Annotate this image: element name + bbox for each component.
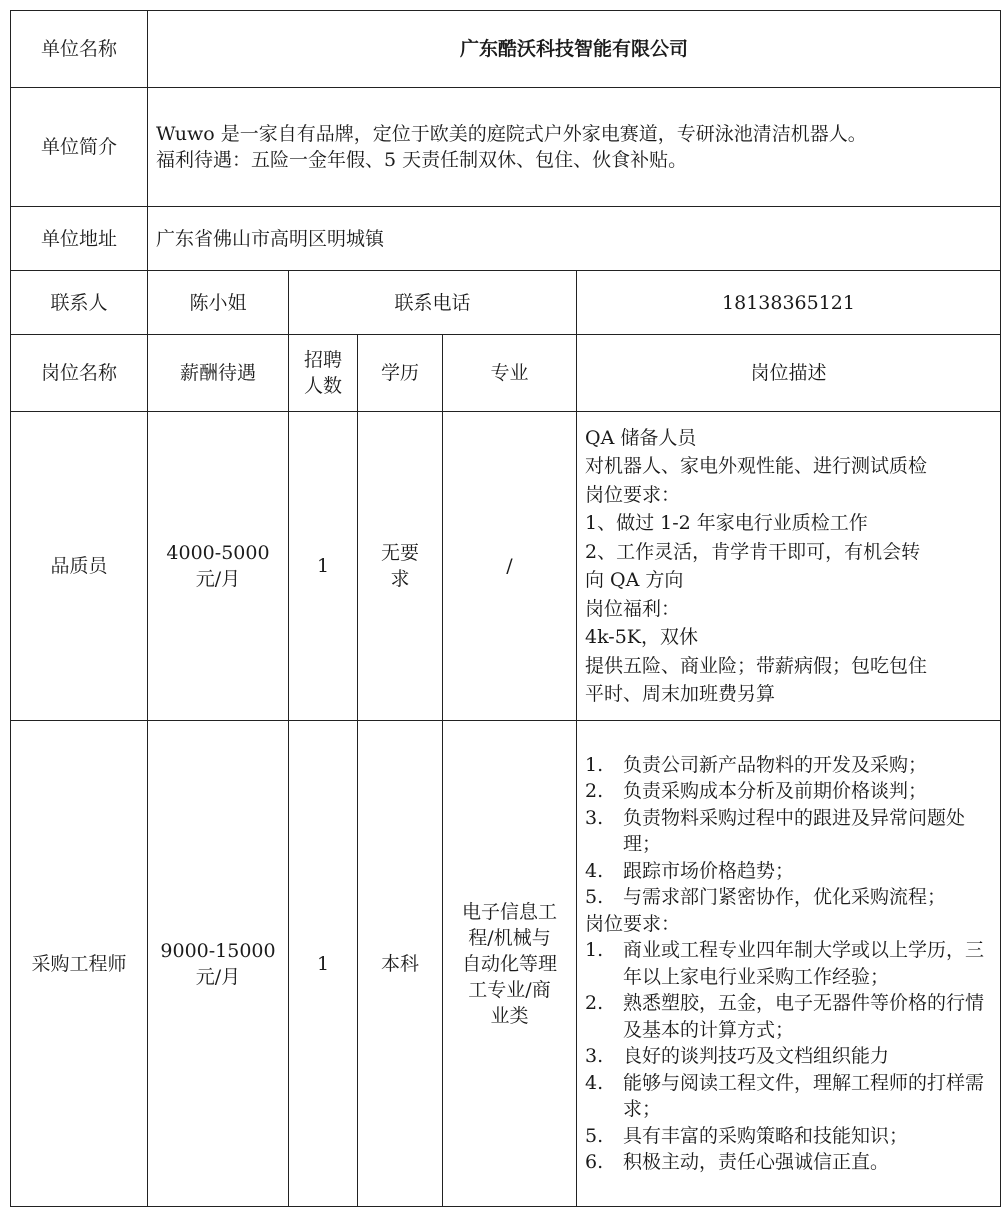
job-position: 采购工程师 bbox=[11, 721, 148, 1207]
job-count: 1 bbox=[289, 412, 358, 721]
job-education: 无要 求 bbox=[358, 412, 443, 721]
header-row bbox=[11, 335, 1001, 412]
contact-label: 联系人 bbox=[11, 271, 148, 335]
header-count: 招聘 人数 bbox=[289, 335, 358, 412]
header-description: 岗位描述 bbox=[577, 335, 1001, 412]
job-description bbox=[577, 721, 1001, 1207]
job-salary: 4000-5000 元/月 bbox=[148, 412, 289, 721]
phone-number: 18138365121 bbox=[577, 271, 1001, 335]
requirement-item: 2. 熟悉塑胶，五金，电子无器件等价格的行情及基本的计算方式； bbox=[585, 992, 985, 1041]
intro-line: 福利待遇：五险一金年假、5 天责任制双休、包住、伙食补贴。 bbox=[156, 149, 688, 171]
requirement-item: 5. 具有丰富的采购策略和技能知识； bbox=[585, 1124, 909, 1147]
job-count: 1 bbox=[289, 721, 358, 1207]
job-description: QA 储备人员 对机器人、家电外观性能、进行测试质检 岗位要求： 1、做过 1-2 年家电行业质检工作 2、工作灵活，肯学肯干即可，有机会转 向 QA 方向 岗位福利： 4k-5K，双休 提供五险、商业险；带薪病假；包吃包住 平时、周末加班费另算 bbox=[577, 412, 1001, 721]
job-row bbox=[11, 412, 1001, 721]
requirement-item: 1. 商业或工程专业四年制大学或以上学历，三年以上家电行业采购工作经验； bbox=[585, 939, 985, 988]
duty-item: 5. 与需求部门紧密协作，优化采购流程； bbox=[585, 886, 947, 908]
requirement-item: 6. 积极主动，责任心强诚信正直。 bbox=[585, 1151, 890, 1173]
job-row bbox=[11, 721, 1001, 1207]
job-major: 电子信息工 程/机械与 自动化等理 工专业/商 业类 bbox=[443, 721, 577, 1207]
header-education: 学历 bbox=[358, 335, 443, 412]
requirement-list bbox=[585, 937, 992, 1176]
intro-label: 单位简介 bbox=[11, 88, 148, 207]
address-row bbox=[11, 207, 1001, 271]
address-label: 单位地址 bbox=[11, 207, 148, 271]
job-education: 本科 bbox=[358, 721, 443, 1207]
requirement-item: 3. 良好的谈判技巧及文档组织能力 bbox=[585, 1045, 890, 1067]
duty-list bbox=[585, 752, 992, 911]
contact-row bbox=[11, 271, 1001, 335]
duty-item: 3. 负责物料采购过程中的跟进及异常问题处理； bbox=[585, 806, 966, 855]
duty-item: 2. 负责采购成本分析及前期价格谈判； bbox=[585, 780, 928, 802]
job-position: 品质员 bbox=[11, 412, 148, 721]
header-salary: 薪酬待遇 bbox=[148, 335, 289, 412]
header-position: 岗位名称 bbox=[11, 335, 148, 412]
duty-item: 1. 负责公司新产品物料的开发及采购； bbox=[585, 753, 928, 776]
job-posting-table bbox=[10, 10, 1001, 1207]
duty-item: 4. 跟踪市场价格趋势； bbox=[585, 859, 795, 882]
company-label: 单位名称 bbox=[11, 11, 148, 88]
company-name: 广东酷沃科技智能有限公司 bbox=[148, 11, 1001, 88]
requirements-title: 岗位要求： bbox=[585, 912, 681, 935]
intro-line: Wuwo 是一家自有品牌，定位于欧美的庭院式户外家电赛道，专研泳池清洁机器人。 bbox=[156, 123, 867, 145]
phone-label: 联系电话 bbox=[289, 271, 577, 335]
header-major: 专业 bbox=[443, 335, 577, 412]
job-salary: 9000-15000 元/月 bbox=[148, 721, 289, 1207]
company-row bbox=[11, 11, 1001, 88]
job-major: / bbox=[443, 412, 577, 721]
requirement-item: 4. 能够与阅读工程文件，理解工程师的打样需求； bbox=[585, 1071, 985, 1120]
intro-text bbox=[148, 88, 1001, 207]
intro-row bbox=[11, 88, 1001, 207]
contact-name: 陈小姐 bbox=[148, 271, 289, 335]
address-value: 广东省佛山市高明区明城镇 bbox=[148, 207, 1001, 271]
